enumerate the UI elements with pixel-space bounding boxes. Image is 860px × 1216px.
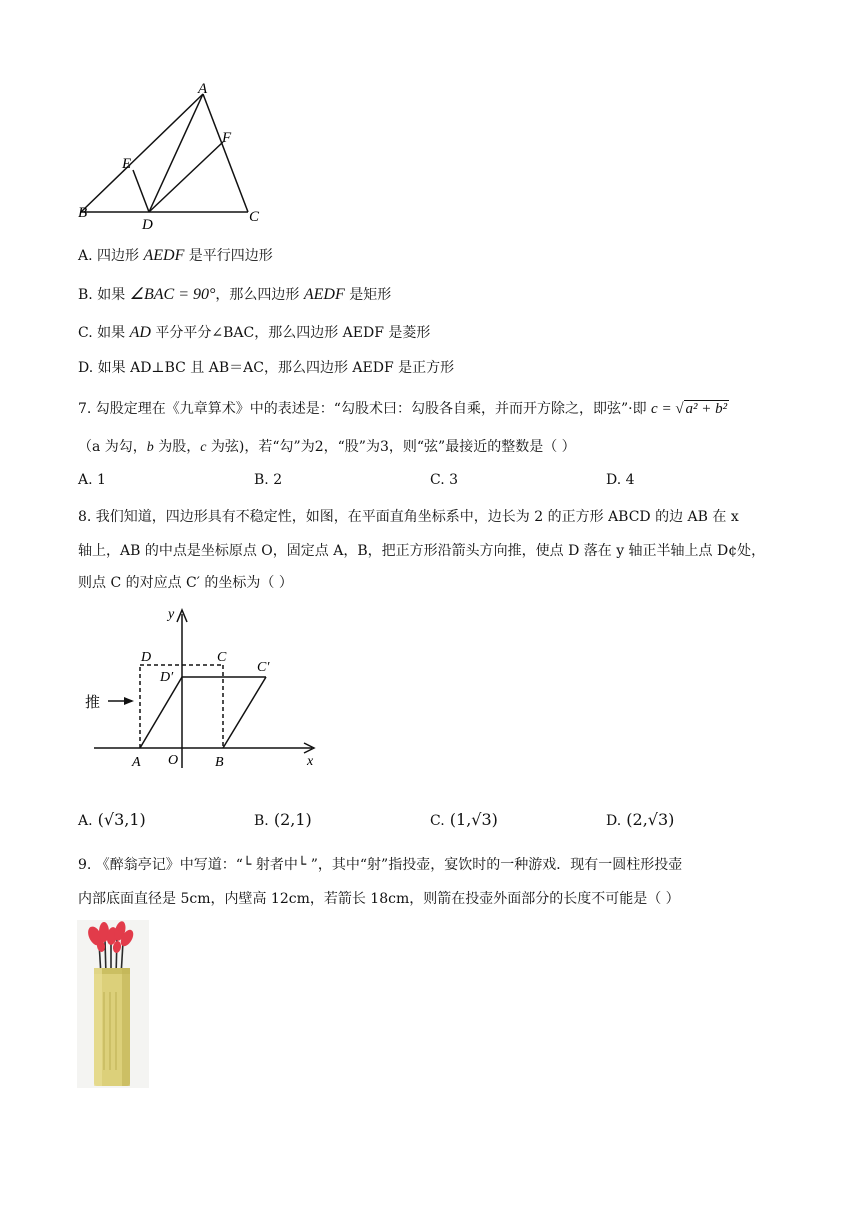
q7-stem-line1: 7. 勾股定理在《九章算术》中的表述是：“勾股术曰：勾股各自乘，并而开方除之，即弦”·即 c = √ a² + b² [78, 401, 728, 417]
q7-option-c: C. 3 [430, 472, 459, 488]
q9-stem-line2: 内部底面直径是 5cm，内壁高 12cm，若箭长 18cm，则箭在投壶外面部分的长度不可能是（ ） [78, 891, 680, 907]
q7-formula: c = √ a² + b² [651, 401, 728, 417]
q8-option-c: C. (1,√3) [430, 810, 498, 829]
q7-stem-line2: （a 为勾，b 为股，c 为弦)，若“勾”为2，“股”为3，则“弦”最接近的整数是（ ） [78, 439, 576, 455]
label-F: F [222, 130, 232, 146]
q7-option-b: B. 2 [254, 472, 283, 488]
x-axis-label: x [307, 754, 314, 769]
push-label: 推 [85, 693, 101, 711]
q8-option-a: A. (√3,1) [78, 810, 146, 829]
q6-option-c: C. 如果 AD 平分平分∠BAC，那么四边形 AEDF 是菱形 [78, 324, 431, 341]
label-B: B [215, 755, 224, 770]
q9-touhu-pot-photo [77, 920, 149, 1088]
label-C-prime: C′ [257, 660, 270, 675]
q8-option-d: D. (2,√3) [606, 810, 675, 829]
label-C: C [217, 650, 227, 665]
q6-option-b: B. 如果 ∠BAC = 90°，那么四边形 AEDF 是矩形 [78, 286, 392, 303]
q7-option-d: D. 4 [606, 472, 635, 488]
label-B: B [78, 205, 88, 221]
label-D-prime: D′ [160, 670, 174, 685]
label-C: C [249, 209, 260, 225]
label-D: D [142, 217, 153, 233]
q8-option-b: B. (2,1) [254, 810, 312, 829]
label-A: A [132, 755, 141, 770]
q6-option-d: D. 如果 AD⊥BC 且 AB＝AC，那么四边形 AEDF 是正方形 [78, 360, 455, 376]
label-E: E [122, 156, 132, 172]
q7-option-a: A. 1 [78, 472, 106, 488]
q6-option-a: A. 四边形 AEDF 是平行四边形 [78, 247, 273, 264]
label-A: A [198, 81, 208, 97]
y-axis-label: y [168, 607, 175, 622]
label-D: D [141, 650, 152, 665]
q8-coordinate-figure [80, 602, 330, 774]
label-O: O [168, 753, 179, 768]
q8-stem-line2: 轴上，AB 的中点是坐标原点 O，固定点 A，B，把正方形沿箭头方向推，使点 D 落在 y 轴正半轴上点 D¢处， [78, 543, 766, 559]
q6-triangle-figure [70, 80, 280, 235]
q8-stem-line3: 则点 C 的对应点 C′ 的坐标为（ ） [78, 575, 293, 591]
q9-stem-line1: 9. 《醉翁亭记》中写道：“└ 射者中└ ”，其中“射”指投壶，宴饮时的一种游戏．现有一圆柱形投壶 [78, 857, 683, 873]
q8-stem-line1: 8. 我们知道，四边形具有不稳定性，如图，在平面直角坐标系中，边长为 2 的正方形 ABCD 的边 AB 在 x [78, 509, 739, 525]
